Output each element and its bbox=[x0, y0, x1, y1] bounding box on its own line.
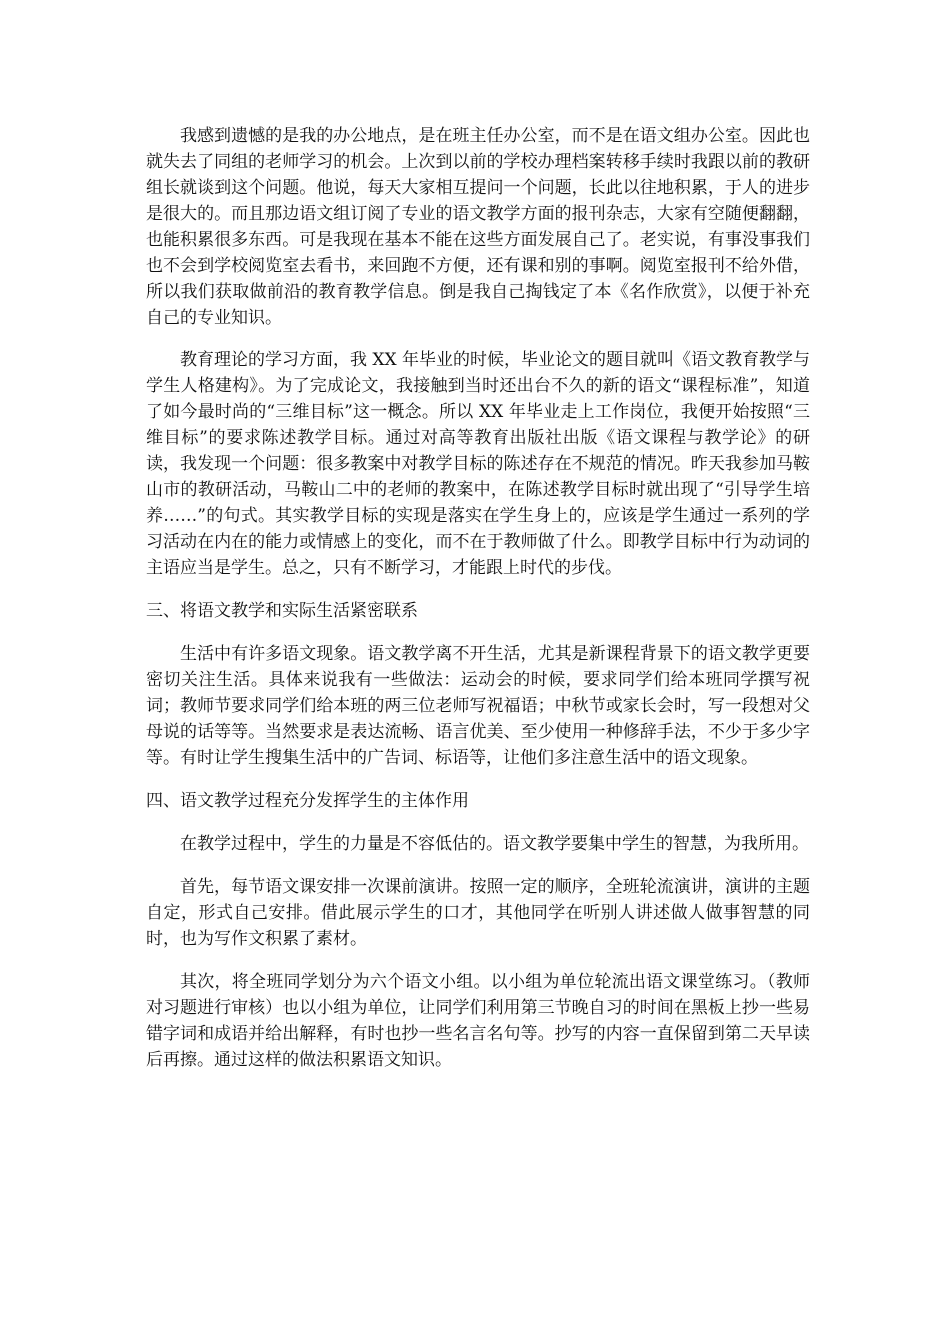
section-heading-3: 三、将语文教学和实际生活紧密联系 bbox=[146, 601, 418, 621]
document-page bbox=[146, 123, 810, 1090]
section-heading-4: 四、语文教学过程充分发挥学生的主体作用 bbox=[146, 791, 469, 811]
paragraph-office-location: 我感到遗憾的是我的办公地点，是在班主任办公室，而不是在语文组办公室。因此也就失去了同组的老师学习的机会。上次到以前的学校办理档案转移手续时我跟以前的教研组长就谈到这个问题。他说，每天大家相互提问一个问题，长此以往地积累，于人的进步是很大的。而且那边语文组订阅了专业的语文教学方面的报刊杂志，大家有空随便翻翻，也能积累很多东西。可是我现在基本不能在这些方面发展自己了。老实说，有事没事我们也不会到学校阅览室去看书，来回跑不方便，还有课和别的事啊。阅览室报刊不给外借，所以我们获取做前沿的教育教学信息。倒是我自己掏钱定了本《名作欣赏》，以便于补充自己的专业知识。 bbox=[146, 126, 810, 328]
paragraph-student-power: 在教学过程中，学生的力量是不容低估的。语文教学要集中学生的智慧，为我所用。 bbox=[180, 834, 809, 854]
paragraph-theory-study: 教育理论的学习方面，我 XX 年毕业的时候，毕业论文的题目就叫《语文教育教学与学生人格建构》。为了完成论文，我接触到当时还出台不久的新的语文“课程标准”，知道了如今最时尚的“三维目标”这一概念。所以 XX 年毕业走上工作岗位，我便开始按照“三维目标”的要求陈述教学目标。通过对高等教育出版社出版《语文课程与教学论》的研读，我发现一个问题：很多教案中对教学目标的陈述存在不规范的情况。昨天我参加马鞍山市的教研活动，马鞍山二中的老师的教案中，在陈述教学目标时就出现了“引导学生培养……”的句式。其实教学目标的实现是落实在学生身上的，应该是学生通过一系列的学习活动在内在的能力或情感上的变化，而不在于教师做了什么。即教学目标中行为动词的主语应当是学生。总之，只有不断学习，才能跟上时代的步伐。 bbox=[146, 350, 811, 578]
paragraph-speech-practice: 首先，每节语文课安排一次课前演讲。按照一定的顺序，全班轮流演讲，演讲的主题自定，形式自己安排。借此展示学生的口才，其他同学在听别人讲述做人做事智慧的同时，也为写作文积累了素材。 bbox=[146, 877, 810, 949]
paragraph-study-groups: 其次，将全班同学划分为六个语文小组。以小组为单位轮流出语文课堂练习。（教师对习题进行审核）也以小组为单位，让同学们利用第三节晚自习的时间在黑板上抄一些易错字词和成语并给出解释，有时也抄一些名言名句等。抄写的内容一直保留到第二天早读后再擦。通过这样的做法积累语文知识。 bbox=[146, 972, 810, 1070]
paragraph-life-connection: 生活中有许多语文现象。语文教学离不开生活，尤其是新课程背景下的语文教学更要密切关注生活。具体来说我有一些做法：运动会的时候，要求同学们给本班同学撰写祝词；教师节要求同学们给本班的两三位老师写祝福语；中秋节或家长会时，写一段想对父母说的话等等。当然要求是表达流畅、语言优美、至少使用一种修辞手法，不少于多少字等。有时让学生搜集生活中的广告词、标语等，让他们多注意生活中的语文现象。 bbox=[146, 644, 810, 768]
